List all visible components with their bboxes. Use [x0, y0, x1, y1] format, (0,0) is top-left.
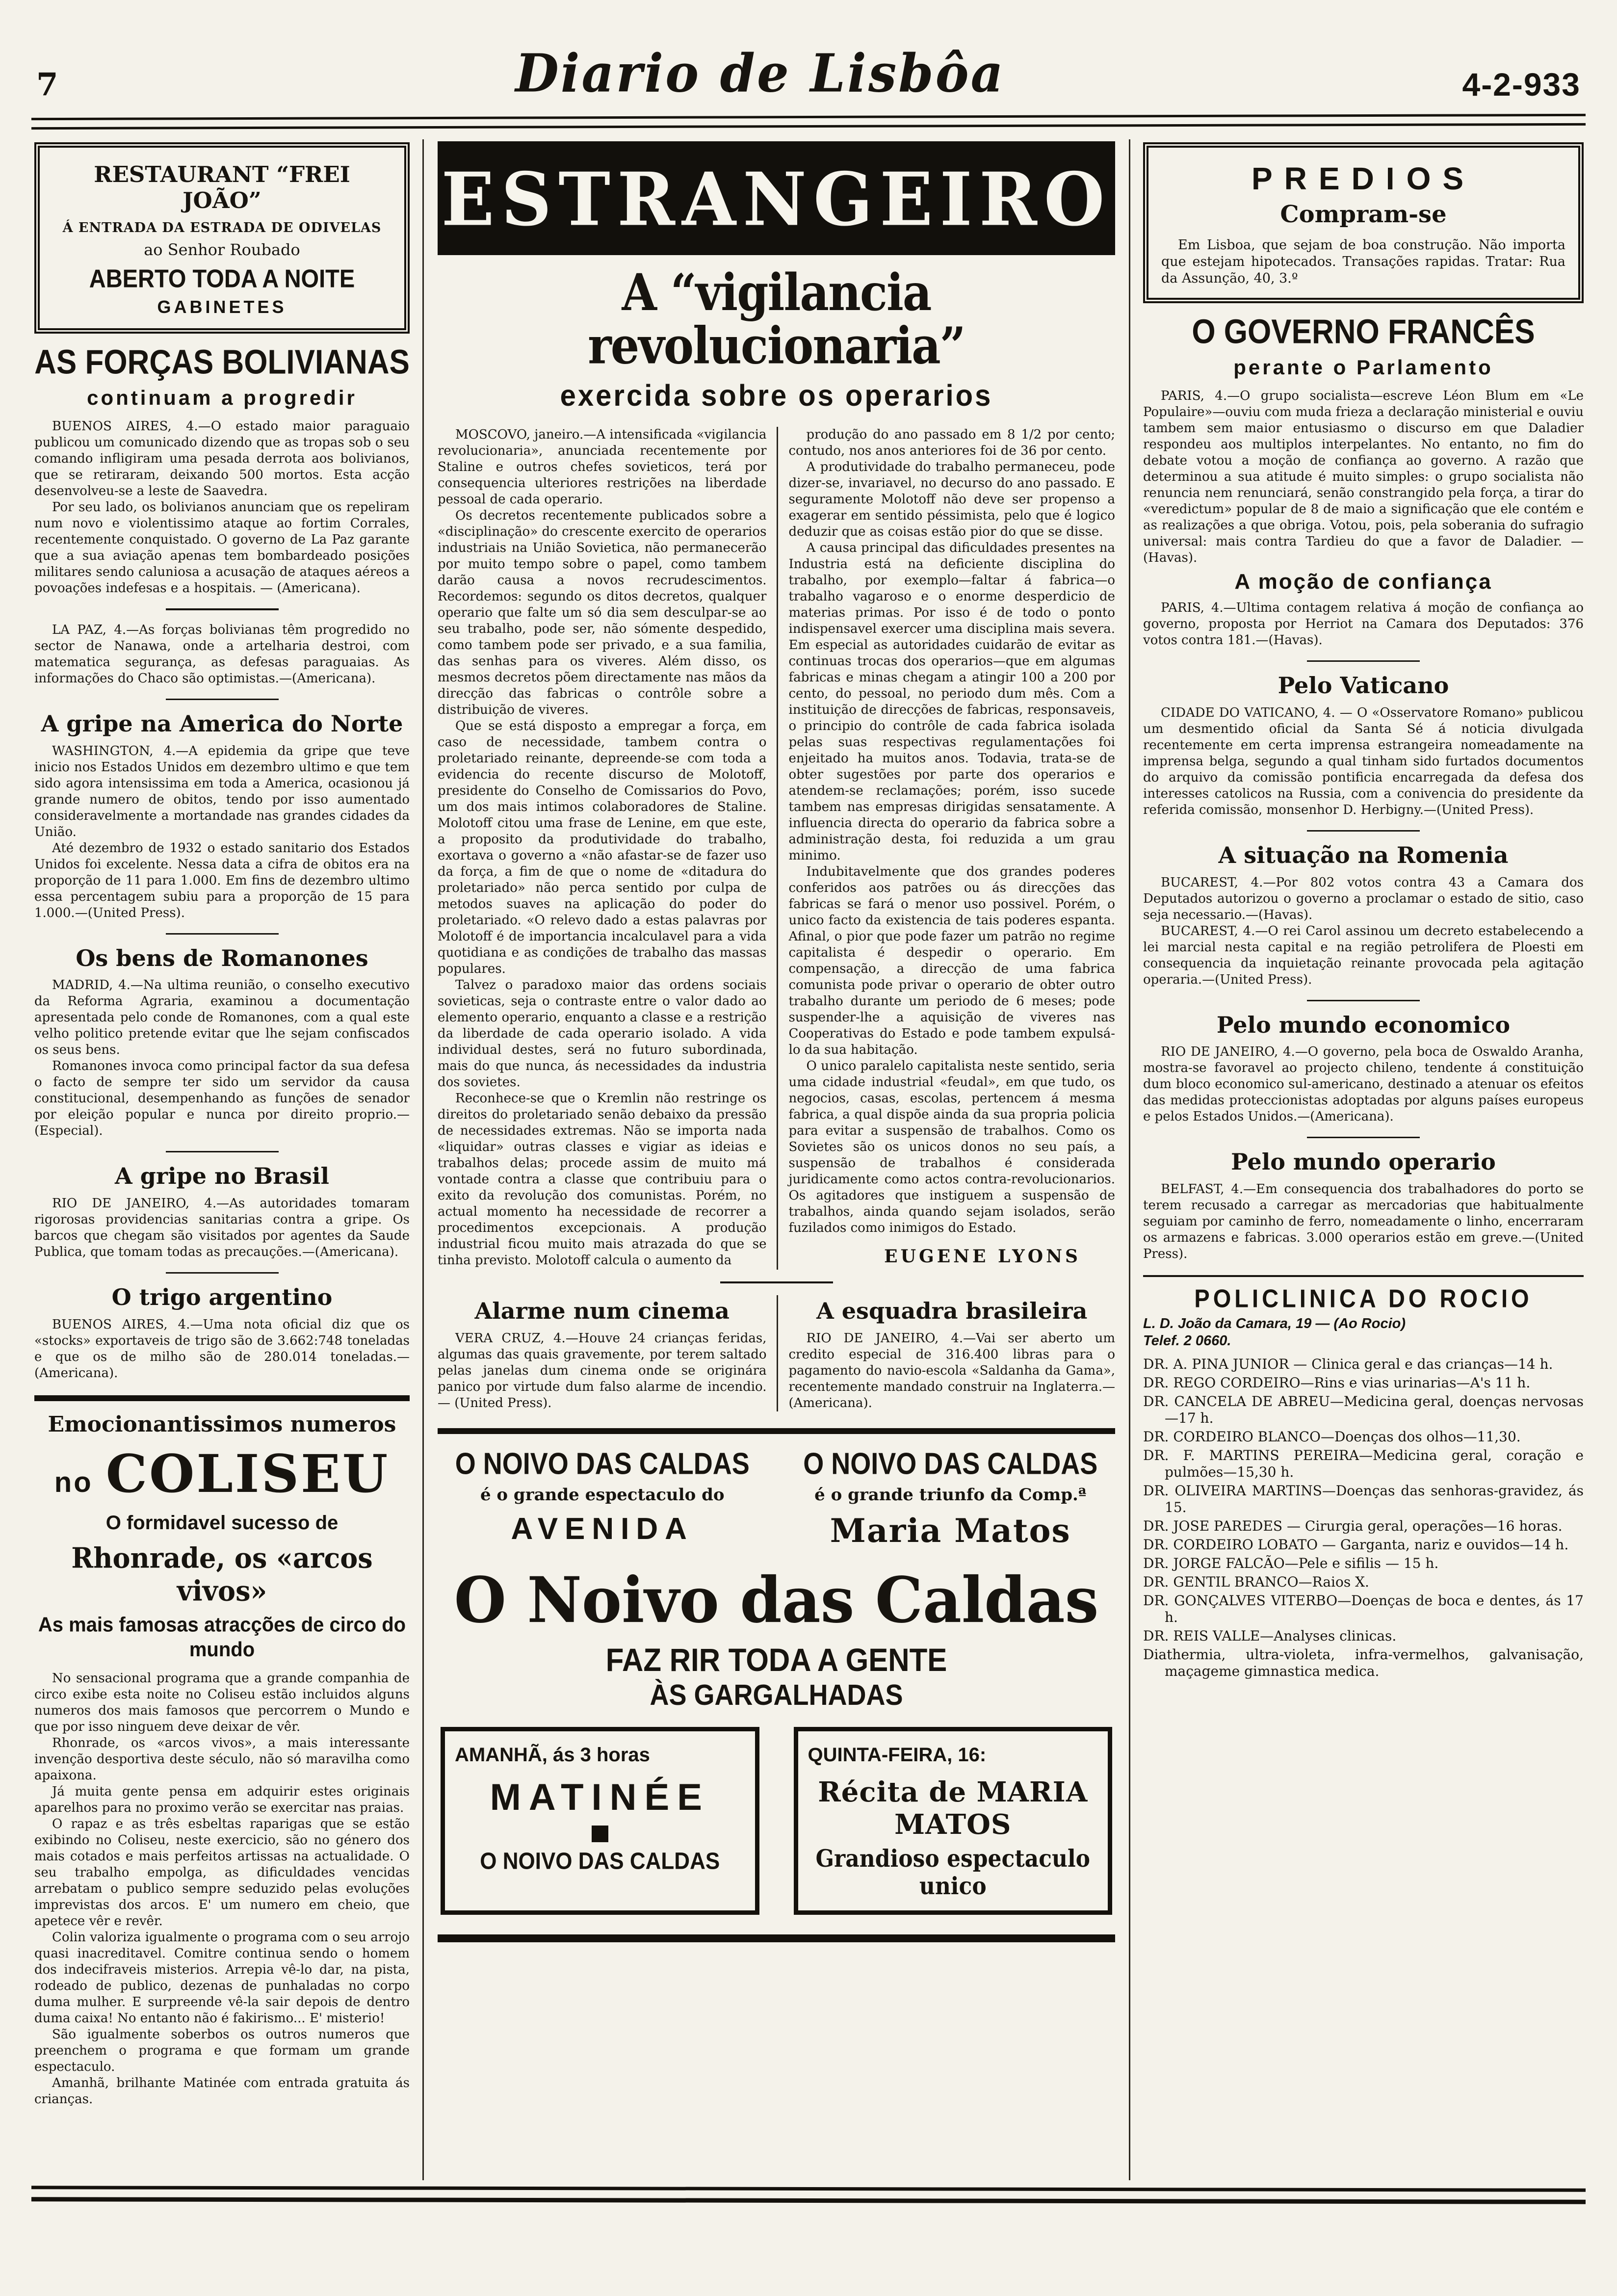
doctor-item: DR. OLIVEIRA MARTINS—Doenças das senhoras-gravidez, ás 15. — [1143, 1483, 1584, 1516]
paragraph: PARIS, 4.—O grupo socialista—escreve Léon Blum em «Le Populaire»—ouviu com muda frieza a declaração ministerial e ouviu tambem sem maior entusiasmo o discurso em que Daladier respondeu aos multiplos interpelantes. No entanto, no fim do debate votou a moção de confiança ao governo. A razão que determinou a sua atitude é muito simples: o grupo socialista não renuncia nem renunciará, senão constrangido pela força, a tirar do «veredictum» popular de 8 de maio a significação que ele contém e as realizações a que obriga. Votou, pois, pela soberania do sufragio universal: mais contra Tardieu do que a favor de Daladier. — (Havas). — [1143, 388, 1584, 565]
paragraph: CIDADE DO VATICANO, 4. — O «Osservatore Romano» publicou um desmentido oficial da Santa Sé á noticia divulgada recentemente em certa imprensa estrangeira nomeadamente na imprensa belga, segundo a qual tinham sido furtados documentos do arquivo da comissão pontificia encarregada da defesa dos interesses catolicos na Russia, com a conivencia do presidente da referida comissão, monsenhor D. Herbigny.—(United Press). — [1143, 705, 1584, 818]
article-title: Pelo mundo economico — [1216, 1011, 1511, 1038]
paragraph: RIO DE JANEIRO, 4.—O governo, pela boca de Oswaldo Aranha, mostra-se favoravel ao projecto chileno, tendente á constituição dum bloco economico sul-americano, destinado a atenuar os efeitos das medidas proteccionistas adoptadas por alguns países europeus e pelos Estados Unidos.—(Americana). — [1143, 1044, 1584, 1124]
doctor-item: DR. CORDEIRO LOBATO — Garganta, nariz e ouvidos—14 h. — [1143, 1537, 1569, 1553]
article-governo-frances — [1143, 313, 1584, 566]
article-mocao-confianca — [1143, 570, 1584, 649]
ad-line: ABERTO TODA A NOITE — [89, 264, 355, 293]
coliseu-ad — [34, 1395, 410, 2108]
doctor-item: DR. F. MARTINS PEREIRA—Medicina geral, coração e pulmões—15,30 h. — [1143, 1447, 1584, 1481]
section-separator — [720, 1281, 833, 1283]
section-separator — [1307, 1137, 1420, 1138]
ad-title: RESTAURANT “FREI JOÃO” — [94, 161, 350, 213]
ad-line: O NOIVO DAS CALDAS — [480, 1848, 720, 1875]
paragraph: Os decretos recentemente publicados sobre a «disciplinação» do crescente exercito de operarios industriais na União Sovietica, não permanecerão por muito tempo sobre o papel, como tambem darão causa a novos recrudescimentos. Recordemos: segundo os ditos decretos, qualquer operario que falte um só dia sem desculpar-se ao seu trabalho, pode ser, não sómente despedido, como tambem pode ser privado, e a sua familia, das senhas para os viveres. Além disso, os mesmos decretos põem directamente nas mãos da direcção das fabricas o contrôle sobre a distribuição de viveres. — [438, 508, 767, 718]
doctor-item: DR. JORGE FALCÃO—Pele e sifilis — 15 h. — [1143, 1555, 1439, 1572]
doctor-item: DR. A. PINA JUNIOR — Clinica geral e das crianças—14 h. — [1143, 1356, 1553, 1373]
paragraph: Romanones invoca como principal factor da sua defesa o facto de sempre ter sido um servidor da causa constitucional, desempenhando as funções de senador por eleição popular e nunca por direito proprio.—(Especial). — [34, 1059, 410, 1139]
article-body — [1143, 1181, 1584, 1262]
show-tagline: ÀS GARGALHADAS — [650, 1678, 903, 1711]
paragraph: No sensacional programa que a grande companhia de circo exibe esta noite no Coliseu estão incluidos alguns numeros dos mais famosos que percorrem o Mundo e que por isso ninguem deve deixar de vêr. — [34, 1670, 410, 1734]
byline-signature: EUGENE LYONS — [884, 1246, 1081, 1267]
article-body — [34, 743, 410, 921]
right-column — [1130, 139, 1586, 2180]
theater-header-left — [441, 1449, 764, 1550]
ad-line: O formidavel sucesso de — [105, 1512, 339, 1534]
show-tagline: FAZ RIR TODA A GENTE — [605, 1642, 947, 1678]
noivo-das-caldas-ad — [438, 1428, 1115, 1942]
ad-body — [34, 1670, 410, 2108]
paragraph: BUENOS AIRES, 4.—O estado maior paraguaio publicou um comunicado dizendo que as tropas sob o seu comando infligiram uma pesada derrota aos bolivianos, que se retiraram, deixando 500 mortos. Esta acção desenvolveu-se a leste de Saavedra. — [34, 418, 410, 498]
ad-body: Em Lisboa, que sejam de boa construção. Não importa que estejam hipotecados. Transações rapidas. Tratar: Rua da Assunção, 40, 3.º — [1161, 237, 1565, 286]
matinee-box — [441, 1727, 759, 1915]
section-separator — [166, 933, 279, 935]
article-title: A gripe na America do Norte — [41, 710, 403, 737]
doctor-item: DR. CORDEIRO BLANCO—Doenças dos olhos—11,30. — [1143, 1429, 1521, 1445]
predios-ad — [1143, 142, 1584, 303]
edition-date: 4-2-933 — [1462, 66, 1581, 103]
doctor-item: DR. CANCELA DE ABREU—Medicina geral, doenças nervosas—17 h. — [1143, 1393, 1584, 1427]
ad-title: O NOIVO DAS CALDAS — [803, 1447, 1098, 1481]
section-separator — [1307, 1000, 1420, 1001]
paragraph: Talvez o paradoxo maior das ordens sociais sovieticas, seja o contraste entre o valor dado ao elemento operario, enquanto a classe e a restrição da liberdade de cada operario isolado. A vida individual destes, será no futuro subordinada, mais do que nunca, ás necessidades da industria dos sovietes. — [438, 978, 767, 1090]
article-esquadra-brasileira — [777, 1295, 1116, 1411]
paragraph: Amanhã, brilhante Matinée com entrada gratuita ás crianças. — [34, 2075, 410, 2107]
estrangeiro-banner — [438, 141, 1115, 255]
paragraph: RIO DE JANEIRO, 4.—As autoridades tomaram rigorosas providencias sanitarias contra a gripe. Os barcos que chegam são visitados por agentes da Saude Publica, que tomam todas as precauções.—(Americana). — [34, 1196, 410, 1259]
square-ornament-icon — [592, 1826, 608, 1842]
article-forcas-bolivianas — [34, 343, 410, 597]
section-separator — [166, 1272, 279, 1274]
article-body — [34, 1196, 410, 1260]
ad-line: Rhonrade, os «arcos vivos» — [71, 1541, 373, 1607]
paragraph: Que se está disposto a empregar a força, em caso de necessidade, tambem contra o proletariado reinante, depreende-se com toda a evidencia do recente discurso de Molotoff, presidente do Conselho de Comissarios do Povo, um dos mais intimos colaboradores de Staline. Molotoff citou uma frase de Lenine, em que este, a proposito da produtividade do trabalho, exortava o governo a «não afastar-se de fazer uso da força, a fim de que o nome de «ditadura do proletariado» não perca sentido por culpa de metodos suaves na aplicação do poder do proletariado. «O relevo dado a estas palavras por Molotoff é de importancia incalculavel para a vida quotidiana e as condições de trabalho das massas populares. — [438, 719, 767, 977]
venue-name: AVENIDA — [511, 1512, 694, 1546]
article-body — [789, 1331, 1116, 1411]
ad-title: O NOIVO DAS CALDAS — [455, 1447, 750, 1481]
section-separator — [166, 699, 279, 700]
banner-title: ESTRANGEIRO — [441, 157, 1112, 243]
article-pelo-vaticano — [1143, 674, 1584, 818]
policlinica-ad — [1143, 1275, 1584, 1680]
theater-header-right — [789, 1449, 1113, 1550]
page-number: 7 — [36, 66, 58, 103]
article-title: A esquadra brasileira — [816, 1298, 1088, 1325]
paragraph: PARIS, 4.—Ultima contagem relativa á moção de confiança ao governo, proposta por Herriot na Camara dos Deputados: 376 votos contra 181.—(Havas). — [1143, 600, 1584, 648]
article-subtitle: perante o Parlamento — [1233, 355, 1493, 379]
article-gripe-brasil — [34, 1164, 410, 1260]
theater-headers — [441, 1449, 1112, 1550]
ad-line: AMANHÃ, ás 3 horas — [455, 1744, 650, 1766]
article-title: A situação na Romenia — [1218, 842, 1509, 869]
main-subheadline: exercida sobre os operarios — [560, 379, 993, 413]
article-title: A moção de confiança — [1234, 569, 1492, 594]
recita-box — [794, 1727, 1113, 1915]
center-column — [424, 139, 1130, 2180]
article-body — [34, 977, 410, 1139]
top-divider — [31, 114, 1586, 130]
paragraph: Até dezembro de 1932 o estado sanitario dos Estados Unidos foi excelente. Nessa data a cifra de obitos era na proporção de 11 para 1.000. Em fins de dezembro ultimo essa percentagem subiu para a proporção de 15 para 1.000.—(United Press). — [34, 840, 410, 920]
article-body — [1143, 388, 1584, 566]
doctor-item: DR. JOSE PAREDES — Cirurgia geral, operações—16 horas. — [1143, 1518, 1563, 1535]
sub-articles-row — [438, 1295, 1115, 1411]
article-situacao-romenia — [1143, 843, 1584, 988]
paragraph: O unico paralelo capitalista neste sentido, seria uma cidade industrial «feudal», em que tudo, os negocios, casas, escolas, pertencem á mesma fabrica, a qual dispõe ainda da sua propria policia para evitar a suspensão de trabalhos. Como os Sovietes são os unicos donos no seu país, a suspensão de trabalhos é considerada juridicamente como actos contra-revolucionarios. Os agitadores que instiguem a suspensão de trabalhos, ainda quando sejam isolados, serão fuzilados como inimigos do Estado. — [788, 1059, 1115, 1236]
masthead: Diario de Lisbôa — [515, 43, 1005, 104]
ad-subtitle: Compram-se — [1280, 201, 1447, 228]
paragraph: A produtividade do trabalho permaneceu, pode dizer-se, invariavel, no decurso do ano passado. E seguramente Molotoff não deve ser propenso a exagerar em sentido péssimista, pelo que é logico deduzir que as coisas estão pior do que se disse. — [788, 460, 1115, 540]
venue-name: Maria Matos — [830, 1511, 1071, 1550]
ad-line: ao Senhor Roubado — [144, 240, 300, 259]
section-separator — [1307, 660, 1420, 662]
article-body — [34, 622, 410, 687]
article-mundo-operario — [1143, 1150, 1584, 1262]
article-column-1 — [438, 427, 777, 1270]
article-title: AS FORÇAS BOLIVIANAS — [34, 343, 410, 382]
paragraph: São igualmente soberbos os outros numeros que preenchem o programa e que formam um grande espectaculo. — [34, 2027, 410, 2074]
paragraph: Colin valoriza igualmente o programa com o seu arrojo quasi inacreditavel. Comitre continua sendo o homem dos indecifraveis misterios. Arrepia vê-lo dar, na pista, rodeado de publico, dezenas de punhaladas no corpo duma mulher. E surpreende vê-la sair depois de dentro duma caixa! No entanto não é fakirismo... E' misterio! — [34, 1930, 410, 2026]
article-title: Pelo Vaticano — [1278, 672, 1449, 699]
paragraph: Rhonrade, os «arcos vivos», a mais interessante invenção desportiva deste século, não só maravilha como apaixona. — [34, 1735, 410, 1783]
article-body — [438, 1331, 767, 1411]
paragraph: BUCAREST, 4.—O rei Carol assinou um decreto estabelecendo a lei marcial nesta capital e na região petrolifera de Ploesti em consequencia da inquietação reinante provocada pela agitação operaria.—(United Press). — [1143, 923, 1584, 987]
ad-line: MATINÉE — [490, 1776, 710, 1818]
paragraph: Por seu lado, os bolivianos anunciam que os repeliram num novo e violentissimo ataque ao fortim Corrales, recentemente conquistado. O governo de La Paz garante que a sua aviação apenas tem bombardeado posições militares sendo caluniosa a acusação de ataques aéreos a povoações indefesas e a hospitais. — (Americana). — [34, 499, 410, 596]
paragraph: VERA CRUZ, 4.—Houve 24 crianças feridas, algumas das quais gravemente, por terem saltado pelas janelas dum cinema onde se originára panico por virtude dum falso alarme de incendio. — (United Press). — [438, 1331, 767, 1410]
ad-no-label: no — [54, 1466, 93, 1498]
paragraph: BUENOS AIRES, 4.—Uma nota oficial diz que os «stocks» exportaveis de trigo são de 3.662:748 toneladas e que os de milho são de 280.014 toneladas.—(Americana). — [34, 1317, 410, 1381]
doctor-item: DR. REIS VALLE—Analyses clinicas. — [1143, 1628, 1397, 1644]
paragraph: Já muita gente pensa em adquirir estes originais aparelhos para no proximo verão se exercitar nas praias. — [34, 1784, 410, 1815]
doctor-list — [1143, 1356, 1584, 1680]
article-title: O trigo argentino — [111, 1283, 333, 1310]
ad-line: Récita de MARIA MATOS — [818, 1775, 1088, 1841]
article-trigo-argentino — [34, 1285, 410, 1382]
article-title: Os bens de Romanones — [76, 944, 368, 971]
article-body — [1143, 705, 1584, 818]
section-separator — [166, 608, 279, 610]
paragraph: Indubitavelmente que dos grandes poderes conferidos aos patrões ou ás direcções das fabricas se fará o menor uso possivel. Porém, o unico facto da existencia de tais poderes espanta. Afinal, o pior que pode fazer um patrão no regime capitalista é despedir o operario. Em compensação, a direcção de uma fabrica comunista pode privar o operario de obter outro trabalho durante um periodo de 6 meses; pode suspender-lhe a aquisição de viveres nas Cooperativas do Estado e pode tambem expulsá-lo da sua habitação. — [788, 864, 1115, 1058]
ad-subtitle: é o grande espectaculo do — [480, 1485, 725, 1505]
paragraph: LA PAZ, 4.—As forças bolivianas têm progredido no sector de Nanawa, onde a artelharia destroi, com matematica segurança, as defesas paraguaias. As informações do Chaco são optimistas.—(Americana). — [34, 622, 410, 686]
article-body — [34, 1317, 410, 1382]
bottom-divider — [31, 2186, 1586, 2204]
paragraph: BELFAST, 4.—Em consequencia dos trabalhadores do porto se terem recusado a carregar as mercadorias que habitualmente seguiam por caminho de ferro, nomeadamente o linho, encerraram os armazens e fabricas. 3.000 operarios estão em greve.—(United Press). — [1143, 1182, 1584, 1262]
article-body — [1143, 1044, 1584, 1125]
show-title: O Noivo das Caldas — [454, 1563, 1099, 1637]
ad-line: QUINTA-FEIRA, 16: — [808, 1744, 987, 1766]
ad-line: Grandioso espectaculo unico — [815, 1845, 1091, 1900]
ad-kicker: Emocionantissimos numeros — [48, 1411, 396, 1437]
ad-address: L. D. João da Camara, 19 — (Ao Rocio) — [1143, 1316, 1406, 1332]
article-la-paz — [34, 622, 410, 687]
ad-title: POLICLINICA DO ROCIO — [1194, 1284, 1533, 1313]
article-body — [1143, 600, 1584, 649]
main-headline: A “vigilancia revolucionaria” — [588, 262, 965, 375]
left-column — [31, 139, 424, 2180]
ad-line: As mais famosas atracções de circo do mundo — [38, 1613, 406, 1661]
article-gripe-america-norte — [34, 712, 410, 921]
section-separator — [166, 1151, 279, 1152]
paragraph: A causa principal das dificuldades presentes na Industria está na deficiente disciplina do trabalho, por exemplo—faltar á fabrica—o trabalho vagaroso e o enorme desperdicio de materias primas. Por isso é de todo o ponto indispensavel exercer uma disciplina mais severa. Em especial as autoridades cuidarão de evitar as continuas trocas dos operarios—que em algumas fabricas e minas chegam a atingir 100 a 200 por cento, do pessoal, no periodo dum mês. Com a instituição de direcções de fabricas, responsaveis, o principio do contrôle de cada fabrica isolada pelas suas respectivas regulamentações foi enjeitado ha muitos anos. Todavia, trata-se de obter sugestões por parte dos operarios e atendem-se reclamações; porém, isso sucede tambem nas empresas dirigidas sensatamente. A influencia directa do operario da fabrica sobre a administração desta, foi reduzida a um grau minimo. — [788, 541, 1115, 863]
paragraph: RIO DE JANEIRO, 4.—Vai ser aberto um credito especial de 316.400 libras para o pagamento do navio-escola «Saldanha da Gama», recentemente mandado construir na Inglaterra.—(Americana). — [788, 1331, 1115, 1410]
ad-phone: Telef. 2 0660. — [1143, 1333, 1231, 1349]
paragraph: O rapaz e as três esbeltas raparigas que se estão exibindo no Coliseu, neste exercicio, são no género dos mais cotados e mais perfeitos artissas na actualidade. O seu trabalho empolga, as dificuldades vencidas arrebatam o publico sempre seduzido pelas evoluções imprevistas dos arcos. E' um numero em cheio, que apetece vêr e revêr. — [34, 1816, 410, 1929]
article-body — [34, 418, 410, 597]
doctor-item: DR. GONÇALVES VITERBO—Doenças de boca e dentes, ás 17 h. — [1143, 1592, 1584, 1626]
ad-line: GABINETES — [157, 297, 287, 317]
article-body — [789, 427, 1116, 1236]
article-title: O GOVERNO FRANCÊS — [1192, 313, 1535, 351]
ad-venue-line — [34, 1443, 410, 1504]
paragraph: MOSCOVO, janeiro.—A intensificada «vigilancia revolucionaria», anunciada recentemente por Staline e outros chefes sovieticos, terá por consequencia ulteriores restrições na liberdade pessoal de cada operario. — [438, 427, 767, 507]
paragraph: produção do ano passado em 8 1/2 por cento; contudo, nos anos anteriores foi de 36 por cento. — [788, 427, 1115, 459]
doctor-item: Diathermia, ultra-violeta, infra-vermelhos, galvanisação, maçageme gimnastica medica. — [1143, 1646, 1584, 1680]
article-title: A gripe no Brasil — [115, 1163, 329, 1190]
paragraph: Reconhece-se que o Kremlin não restringe os direitos do proletariado senão debaixo da pressão de necessidades extremas. Não se importa nada «liquidar» outras classes e vigiar as ideias e trabalhos delas; procede assim de muito má vontade contra a classe que contribuiu para o exito da revolução dos comunistas. Porém, no actual momento ha necessidade de recorrer a procedimentos excepcionais. A produção industrial ficou muito mais atrazada do que se tinha previsto. Molotoff calcula o aumento da — [438, 1091, 767, 1268]
doctor-item: DR. REGO CORDEIRO—Rins e vias urinarias—A's 11 h. — [1143, 1375, 1531, 1391]
main-article-body — [438, 427, 1115, 1270]
ad-line: Á ENTRADA DA ESTRADA DE ODIVELAS — [62, 220, 382, 235]
paragraph: MADRID, 4.—Na ultima reunião, o conselho executivo da Reforma Agraria, examinou a documentação apresentada pelo conde de Romanones, com a qual este velho politico pretende evitar que lhe sejam confiscados os seus bens. — [34, 978, 410, 1058]
article-mundo-economico — [1143, 1013, 1584, 1125]
article-body — [1143, 875, 1584, 988]
restaurant-ad — [34, 142, 410, 334]
article-alarme-cinema — [438, 1295, 777, 1411]
doctor-item: DR. GENTIL BRANCO—Raios X. — [1143, 1574, 1369, 1591]
ad-subtitle: é o grande triunfo da Comp.ª — [814, 1485, 1087, 1505]
page-content — [31, 139, 1586, 2180]
article-subtitle: continuam a progredir — [87, 386, 357, 409]
article-title: Alarme num cinema — [474, 1298, 730, 1325]
page-header — [31, 44, 1586, 116]
ad-title: PREDIOS — [1251, 161, 1476, 196]
paragraph: WASHINGTON, 4.—A epidemia da gripe que teve inicio nos Estados Unidos em dezembro ultimo e que tem sido agora intensissima em toda a America, ocasionou já grande numero de obitos, tendo por isso aumentado consideravelmente a mortandade nas grandes cidades da União. — [34, 743, 410, 839]
article-bens-romanones — [34, 946, 410, 1140]
theater-sub-boxes — [441, 1727, 1112, 1915]
article-column-2 — [777, 427, 1116, 1270]
section-separator — [1307, 830, 1420, 832]
article-title: Pelo mundo operario — [1231, 1148, 1496, 1175]
paragraph: BUCAREST, 4.—Por 802 votos contra 43 a Camara dos Deputados autorizou o governo a proclamar o estado de sitio, caso seja necessario.—(Havas). — [1143, 875, 1584, 922]
ad-venue: COLISEU — [105, 1442, 390, 1504]
